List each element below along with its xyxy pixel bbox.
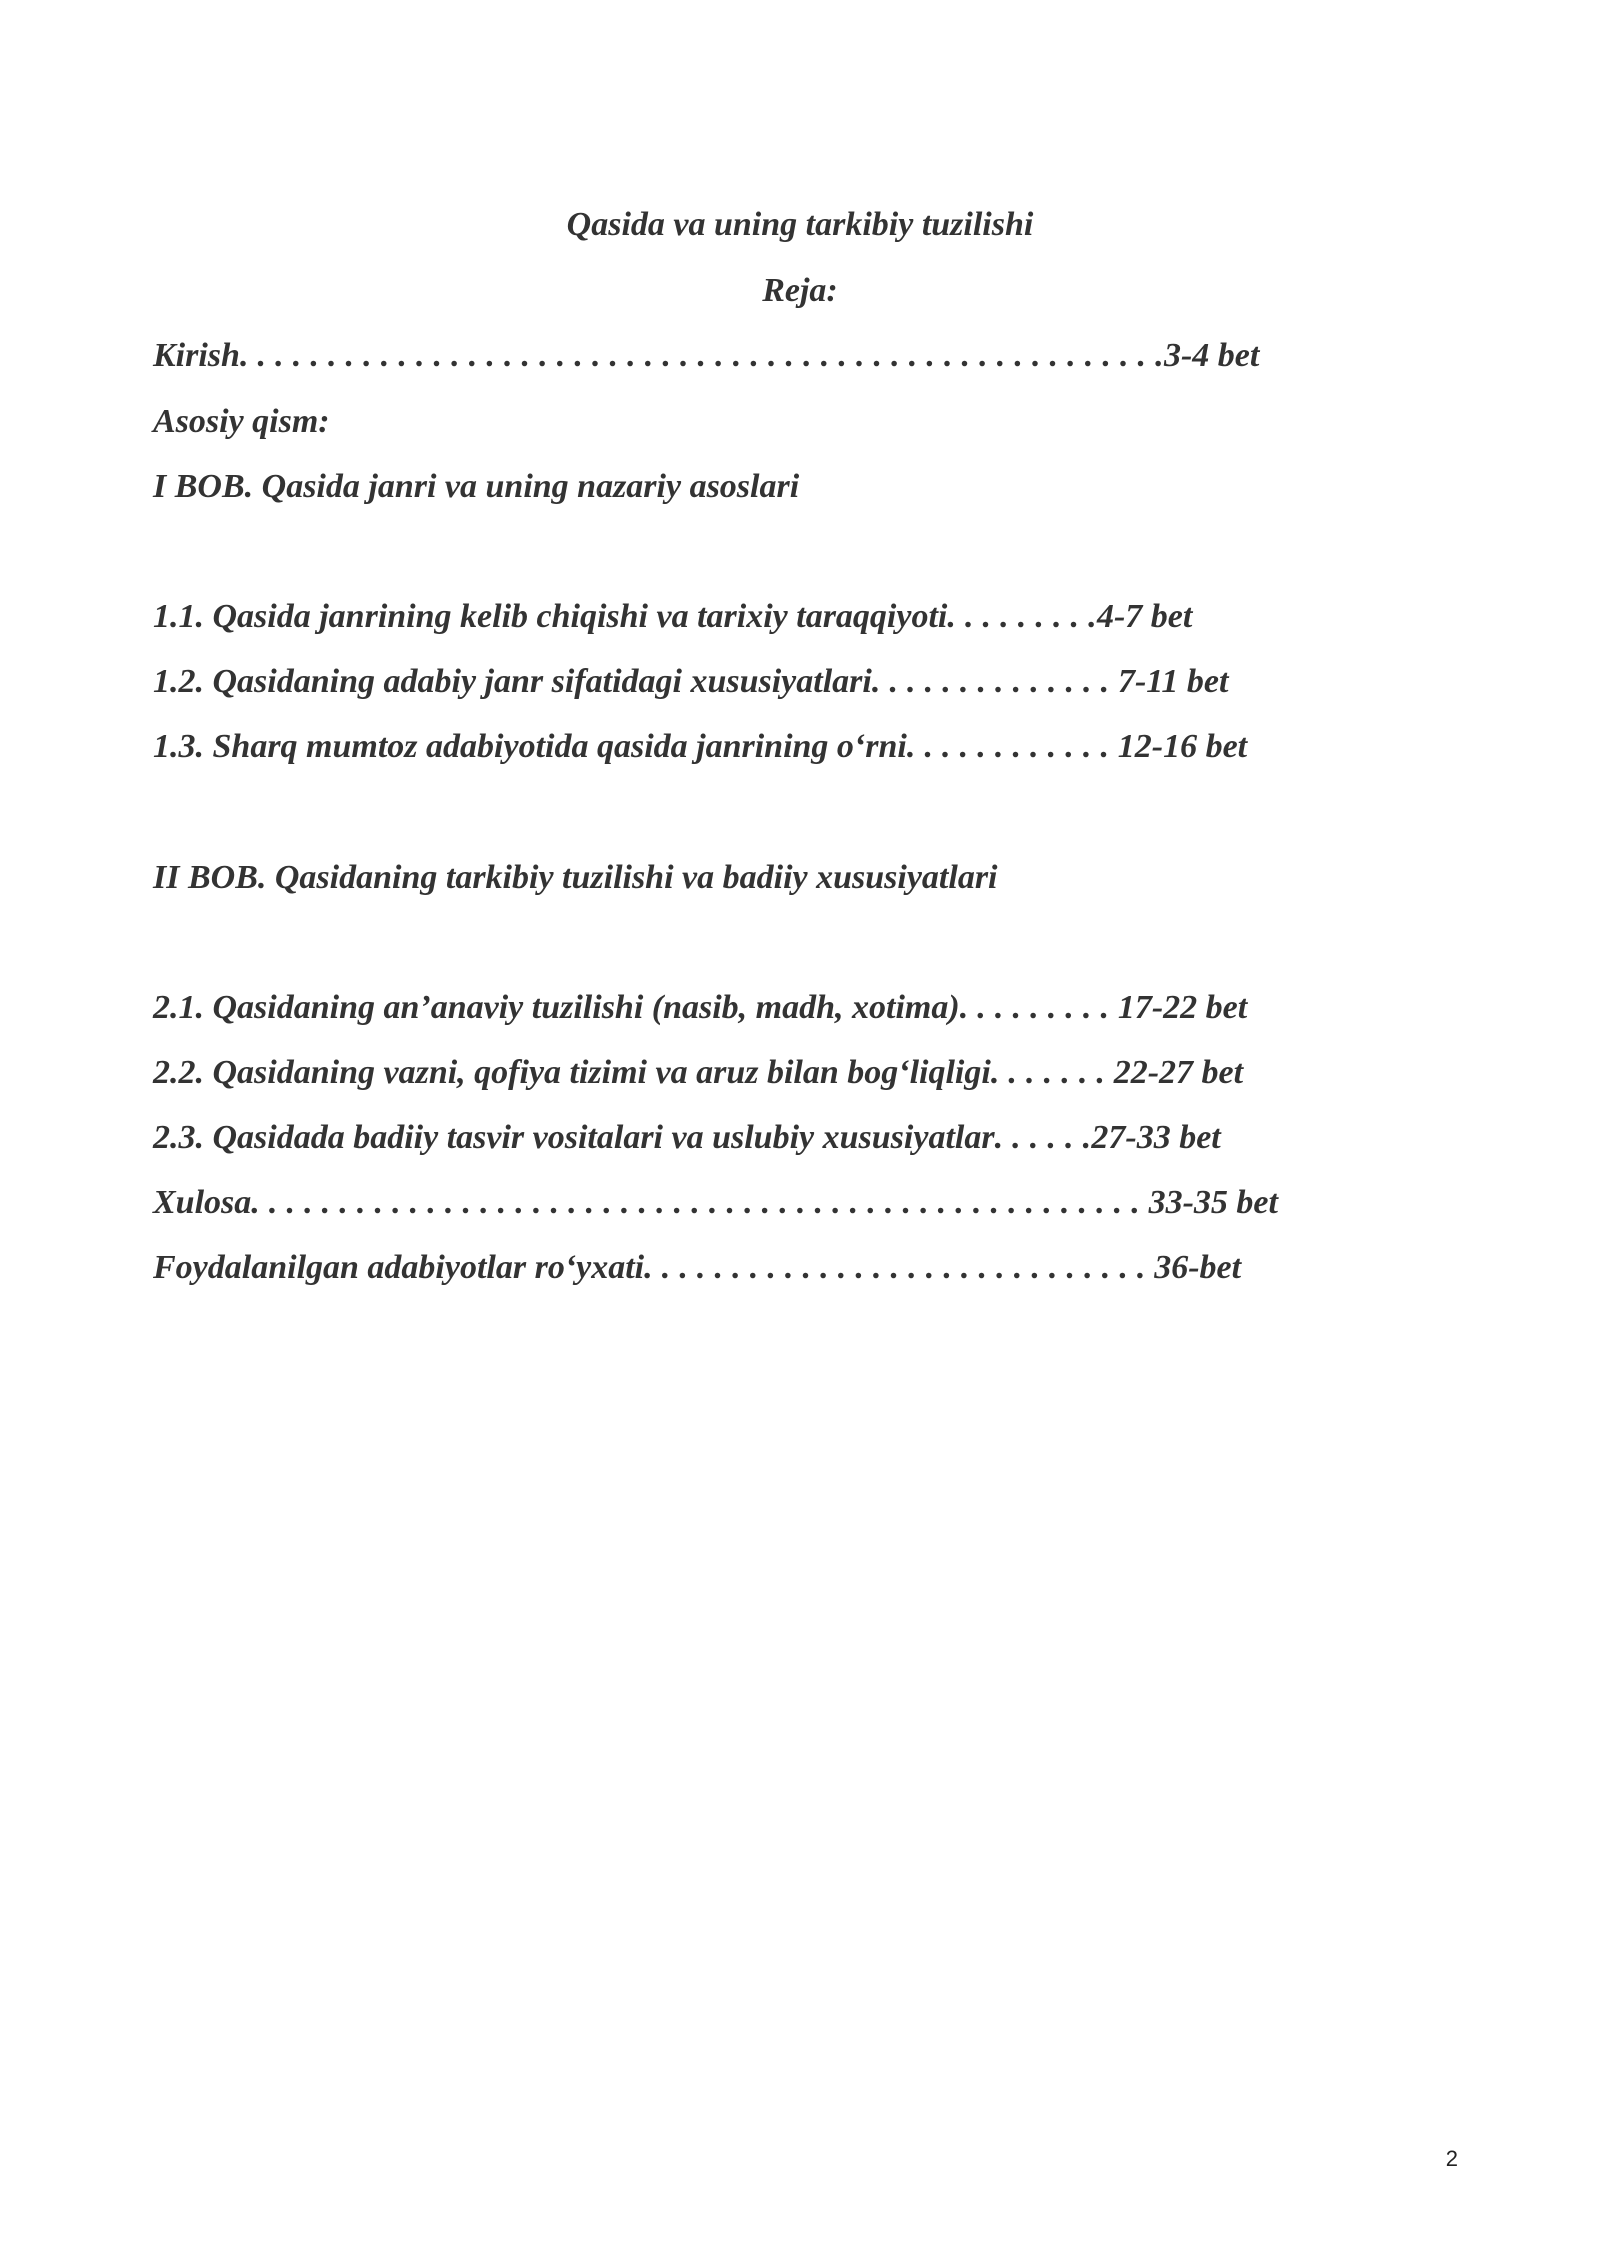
toc-entry-kirish <box>153 336 1259 376</box>
toc-entry-label: Xulosa <box>153 1184 252 1221</box>
toc-entry-label: 2.2. Qasidaning vazni, qofiya tizimi va aruz bilan bog‘liqligi <box>153 1054 991 1091</box>
toc-entry-2-1 <box>153 988 1247 1028</box>
toc-entry-label: 1.3. Sharq mumtoz adabiyotida qasida janrining o‘rni <box>153 728 907 765</box>
toc-entry-1-2 <box>153 662 1228 702</box>
toc-entry-leader: . . . . . . . <box>990 1054 1106 1091</box>
toc-entry-2-3 <box>153 1118 1221 1158</box>
toc-chapter-1 <box>153 467 799 507</box>
toc-entry-label: Kirish <box>153 337 240 374</box>
toc-entry-xulosa <box>153 1183 1278 1223</box>
toc-entry-leader: . . . . . . . . . . . . . . <box>871 663 1110 700</box>
toc-entry-pages: 17-22 bet <box>1117 989 1248 1026</box>
toc-entry-pages: 36-bet <box>1154 1249 1242 1286</box>
toc-entry-leader: . . . . . . . . . . . . . . . . . . . . . . . . . . . . . . . . . . . . . . . . . . . . . . . . . . . <box>251 1184 1141 1221</box>
toc-entry-pages: 33-35 bet <box>1148 1184 1278 1221</box>
toc-entry-pages: 12-16 bet <box>1117 728 1248 765</box>
toc-entry-1-3 <box>153 727 1247 767</box>
toc-chapter-2 <box>153 858 998 898</box>
toc-entry-label: 2.3. Qasidada badiiy tasvir vositalari va uslubiy xususiyatlar <box>153 1119 995 1156</box>
toc-entry-label: 1.1. Qasida janrining kelib chiqishi va tarixiy taraqqiyoti <box>153 598 948 635</box>
toc-entry-asosiy-qism <box>153 402 330 442</box>
toc-entry-label: 1.2. Qasidaning adabiy janr sifatidagi xususiyatlari <box>153 663 872 700</box>
toc-entry-pages: 7-11 bet <box>1117 663 1229 700</box>
toc-entry-1-1 <box>153 597 1192 637</box>
toc-entry-leader: . . . . . . . . . <box>947 598 1097 635</box>
toc-entry-label: Asosiy qism: <box>153 403 330 440</box>
document-title: Qasida va uning tarkibiy tuzilishi <box>566 206 1034 243</box>
toc-entry-2-2 <box>153 1053 1243 1093</box>
toc-entry-leader: . . . . . . <box>994 1119 1092 1156</box>
toc-entry-label: I BOB. Qasida janri va uning nazariy asoslari <box>153 468 800 505</box>
page-number: 2 <box>1445 2146 1458 2171</box>
toc-entry-label: 2.1. Qasidaning an’anaviy tuzilishi (nasib, madh, xotima) <box>153 989 960 1026</box>
toc-entry-label: II BOB. Qasidaning tarkibiy tuzilishi va badiiy xususiyatlari <box>153 859 998 896</box>
toc-entry-pages: 22-27 bet <box>1113 1054 1244 1091</box>
toc-entry-leader: . . . . . . . . . <box>959 989 1110 1026</box>
toc-entry-pages: 27-33 bet <box>1091 1119 1221 1156</box>
toc-entry-bibliography <box>153 1248 1241 1288</box>
toc-entry-leader: . . . . . . . . . . . . <box>906 728 1110 765</box>
toc-entry-pages: 4-7 bet <box>1096 598 1193 635</box>
toc-entry-label: Foydalanilgan adabiyotlar ro‘yxati <box>153 1249 645 1286</box>
toc-entry-leader: . . . . . . . . . . . . . . . . . . . . . . . . . . . . . . . . . . . . . . . . . . . . . . . . . . . . . <box>239 337 1164 374</box>
toc-entry-leader: . . . . . . . . . . . . . . . . . . . . . . . . . . . . . <box>644 1249 1146 1286</box>
toc-entry-pages: 3-4 bet <box>1163 337 1260 374</box>
plan-heading: Reja: <box>762 272 838 309</box>
